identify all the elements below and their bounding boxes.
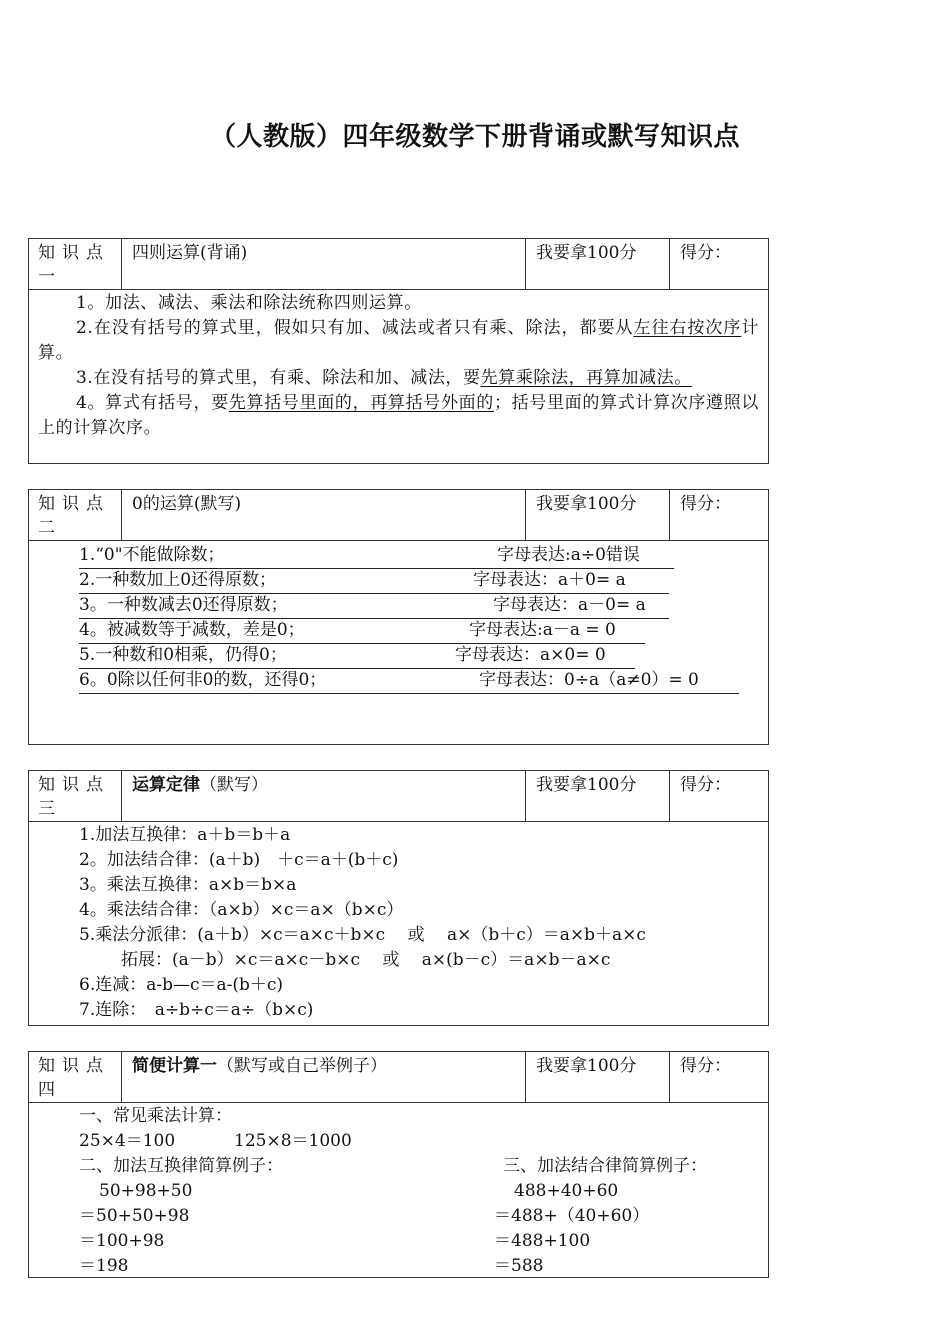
block-topic: 0的运算(默写) bbox=[122, 490, 526, 540]
block-goal: 我要拿100分 bbox=[526, 771, 670, 821]
right-step-4: ＝588 bbox=[494, 1256, 544, 1276]
knowledge-block-2 bbox=[28, 489, 769, 745]
right-step-2: ＝488+（40+60） bbox=[494, 1206, 650, 1226]
block-topic: 四则运算(背诵) bbox=[122, 239, 526, 289]
block-score: 得分： bbox=[680, 494, 731, 514]
law-6: 6.连减：a-b—c＝a-(b＋c) bbox=[79, 975, 284, 995]
block-body bbox=[29, 290, 768, 441]
block-goal: 我要拿100分 bbox=[526, 1052, 670, 1102]
block-label: 知识点二 bbox=[29, 490, 122, 540]
knowledge-block-3 bbox=[28, 770, 769, 1026]
knowledge-block-1 bbox=[28, 238, 769, 464]
block-header bbox=[29, 771, 768, 822]
block-goal: 我要拿100分 bbox=[526, 490, 670, 540]
block-header bbox=[29, 1052, 768, 1103]
block-header bbox=[29, 239, 768, 290]
law-7: 7.连除： a÷b÷c＝a÷（b×c) bbox=[79, 1000, 314, 1020]
block-body bbox=[29, 541, 768, 741]
zero-rule-4: 4。被减数等于减数，差是0； 字母表达:a－a = 0 bbox=[79, 618, 645, 644]
rule-4: 4。算式有括号，要先算括号里面的，再算括号外面的；括号里面的算式计算次序遵照以上的计算次序。 bbox=[38, 393, 760, 438]
section-heading-1: 一、常见乘法计算： bbox=[79, 1106, 232, 1126]
law-5: 5.乘法分派律：(a＋b）×c＝a×c＋b×c 或 a×（b＋c）＝a×b＋a×c bbox=[79, 925, 646, 945]
rule-2: 2.在没有括号的算式里，假如只有加、减法或者只有乘、除法，都要从左往右按次序计算。 bbox=[38, 318, 759, 363]
rule-1: 1。加法、减法、乘法和除法统称四则运算。 bbox=[76, 293, 422, 313]
zero-rule-1: 1.“0"不能做除数； 字母表达:a÷0错误 bbox=[79, 543, 674, 569]
block-score: 得分： bbox=[680, 1056, 731, 1076]
zero-rule-2: 2.一种数加上0还得原数； 字母表达：a＋0= a bbox=[79, 568, 669, 594]
left-step-3: ＝100+98 bbox=[79, 1231, 165, 1251]
block-body bbox=[29, 1103, 768, 1278]
rule-3: 3.在没有括号的算式里，有乘、除法和加、减法，要先算乘除法，再算加减法。 bbox=[76, 368, 692, 388]
block-label: 知识点四 bbox=[29, 1052, 122, 1102]
knowledge-block-4 bbox=[28, 1051, 769, 1278]
block-topic: 运算定律（默写） bbox=[122, 771, 526, 821]
law-5-extension: 拓展：(a－b）×c＝a×c－b×c 或 a×(b－c）＝a×b－a×c bbox=[121, 950, 611, 970]
block-goal: 我要拿100分 bbox=[526, 239, 670, 289]
law-3: 3。乘法互换律：a×b＝b×a bbox=[79, 875, 297, 895]
page-title: （人教版）四年级数学下册背诵或默写知识点 bbox=[209, 122, 740, 152]
block-body bbox=[29, 822, 768, 1022]
left-step-4: ＝198 bbox=[79, 1256, 129, 1276]
block-topic: 简便计算一（默写或自己举例子） bbox=[122, 1052, 526, 1102]
zero-rule-5: 5.一种数和0相乘，仍得0； 字母表达：a×0= 0 bbox=[79, 643, 635, 669]
law-4: 4。乘法结合律：（a×b）×c＝a×（b×c） bbox=[79, 900, 404, 920]
right-step-1: 488+40+60 bbox=[514, 1181, 619, 1201]
left-step-2: ＝50+50+98 bbox=[79, 1206, 190, 1226]
right-step-3: ＝488+100 bbox=[494, 1231, 591, 1251]
zero-rule-6: 6。0除以任何非0的数，还得0； 字母表达：0÷a（a≠0）= 0 bbox=[79, 668, 739, 694]
block-label: 知识点一 bbox=[29, 239, 122, 289]
law-1: 1.加法互换律：a＋b＝b＋a bbox=[79, 825, 291, 845]
law-2: 2。加法结合律：(a＋b) ＋c＝a＋(b＋c) bbox=[79, 850, 399, 870]
zero-rule-3: 3。一种数减去0还得原数； 字母表达：a－0= a bbox=[79, 593, 669, 619]
block-score: 得分： bbox=[680, 243, 731, 263]
block-score: 得分： bbox=[680, 775, 731, 795]
multiplication-example-2: 125×8＝1000 bbox=[234, 1131, 352, 1151]
section-heading-3: 三、加法结合律简算例子： bbox=[503, 1156, 707, 1176]
multiplication-example-1: 25×4＝100 bbox=[79, 1131, 176, 1151]
section-heading-2: 二、加法互换律简算例子： bbox=[79, 1156, 283, 1176]
block-header bbox=[29, 490, 768, 541]
block-label: 知识点三 bbox=[29, 771, 122, 821]
left-step-1: 50+98+50 bbox=[99, 1181, 193, 1201]
